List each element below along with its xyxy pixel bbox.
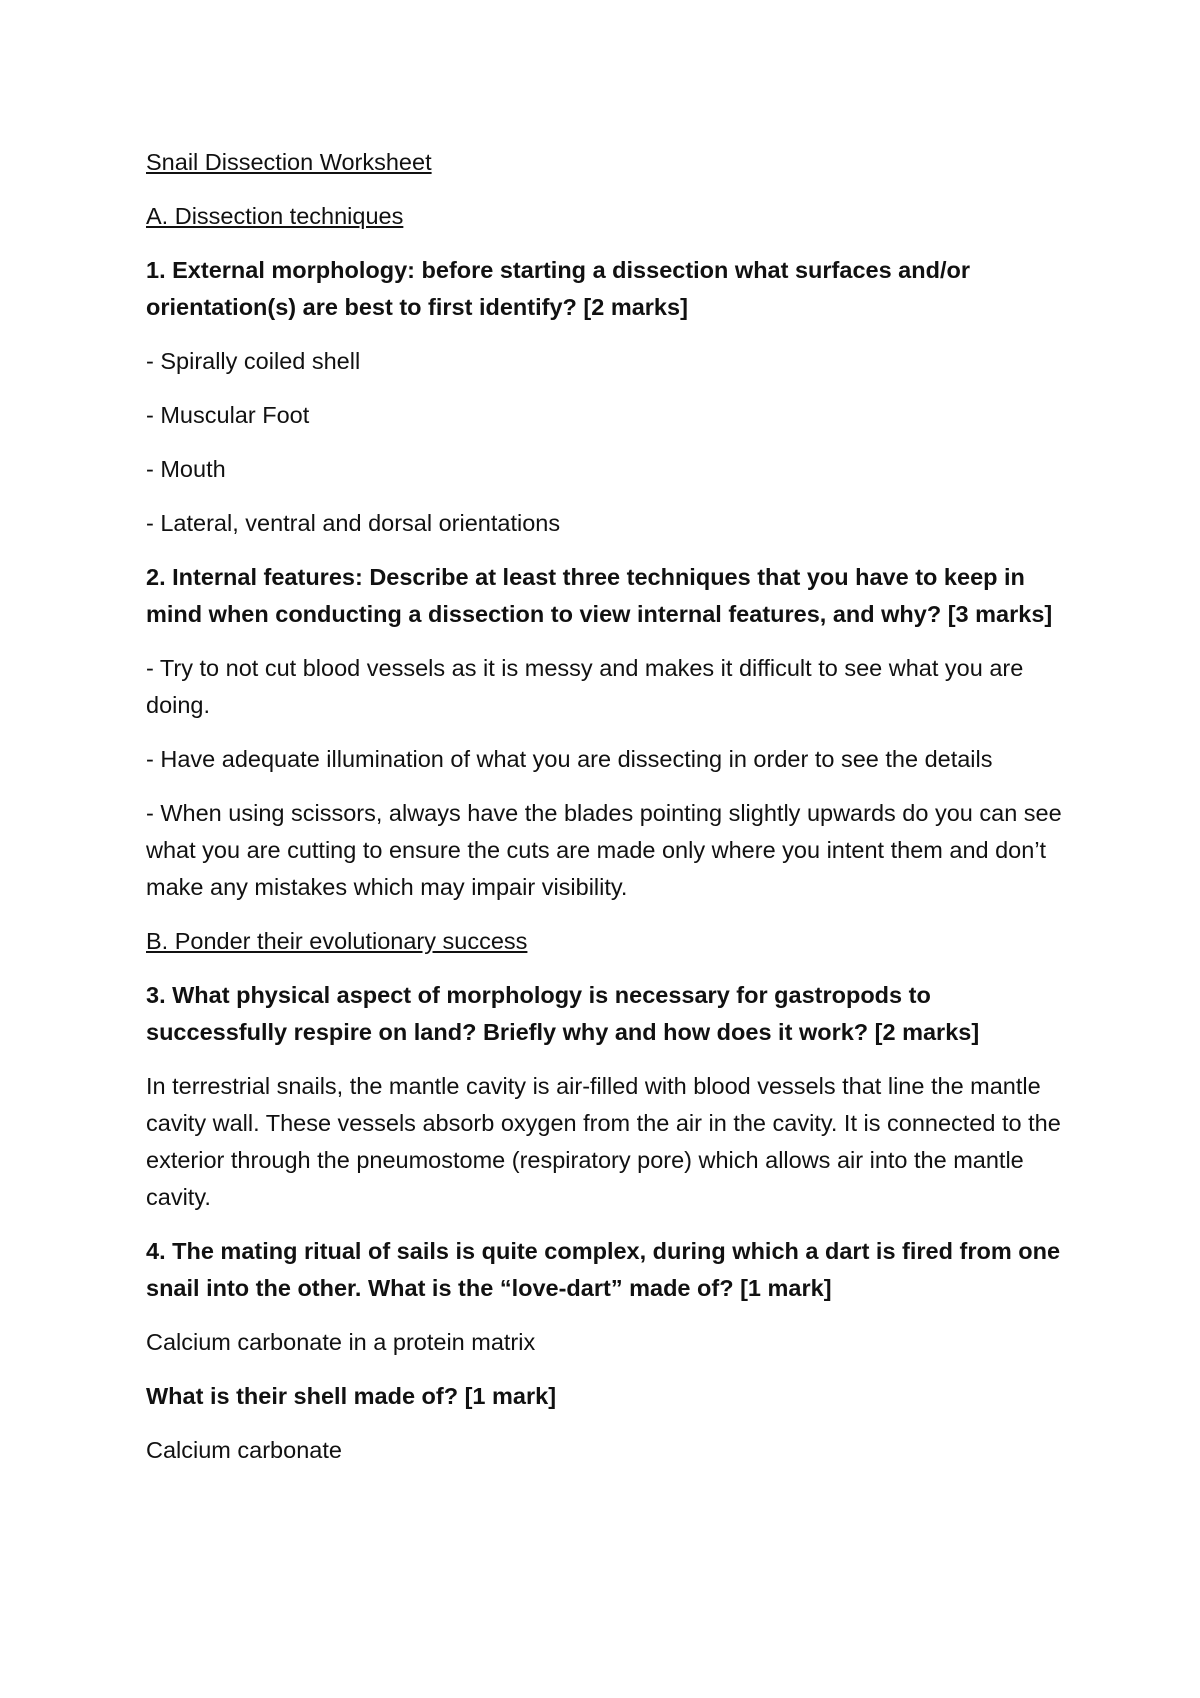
answer-4-followup: Calcium carbonate: [146, 1437, 342, 1463]
question-3: 3. What physical aspect of morphology is necessary for gastropods to successfully respire on land? Briefly why and how does it work? [2 marks]: [146, 982, 980, 1045]
question-4-followup: What is their shell made of? [1 mark]: [146, 1383, 557, 1409]
answer-4: Calcium carbonate in a protein matrix: [146, 1329, 536, 1355]
page-title: Snail Dissection Worksheet: [146, 149, 432, 175]
answer-2-item: - Try to not cut blood vessels as it is messy and makes it difficult to see what you are doing.: [146, 655, 1024, 718]
answer-1-item: - Muscular Foot: [146, 402, 310, 428]
answer-2-item: - When using scissors, always have the blades pointing slightly upwards do you can see what you are cutting to ensure the cuts are made only where you intent them and don’t make any mistakes which may impair visibility.: [146, 800, 1062, 900]
section-b-heading: B. Ponder their evolutionary success: [146, 928, 528, 954]
section-a-heading: A. Dissection techniques: [146, 203, 404, 229]
answer-1-item: - Spirally coiled shell: [146, 348, 361, 374]
answer-1-item: - Mouth: [146, 456, 226, 482]
answer-3: In terrestrial snails, the mantle cavity is air-filled with blood vessels that line the mantle cavity wall. These vessels absorb oxygen from the air in the cavity. It is connected to the exterior through the pneumostome (respiratory pore) which allows air into the mantle cavity.: [146, 1073, 1061, 1210]
answer-2-item: - Have adequate illumination of what you are dissecting in order to see the details: [146, 746, 993, 772]
question-2: 2. Internal features: Describe at least three techniques that you have to keep in mind when conducting a dissection to view internal features, and why? [3 marks]: [146, 564, 1053, 627]
worksheet-page: [146, 144, 1076, 1486]
question-4: 4. The mating ritual of sails is quite complex, during which a dart is fired from one snail into the other. What is the “love-dart” made of? [1 mark]: [146, 1238, 1061, 1301]
question-1: 1. External morphology: before starting a dissection what surfaces and/or orientation(s) are best to first identify? [2 marks]: [146, 257, 970, 320]
answer-1-item: - Lateral, ventral and dorsal orientations: [146, 510, 561, 536]
